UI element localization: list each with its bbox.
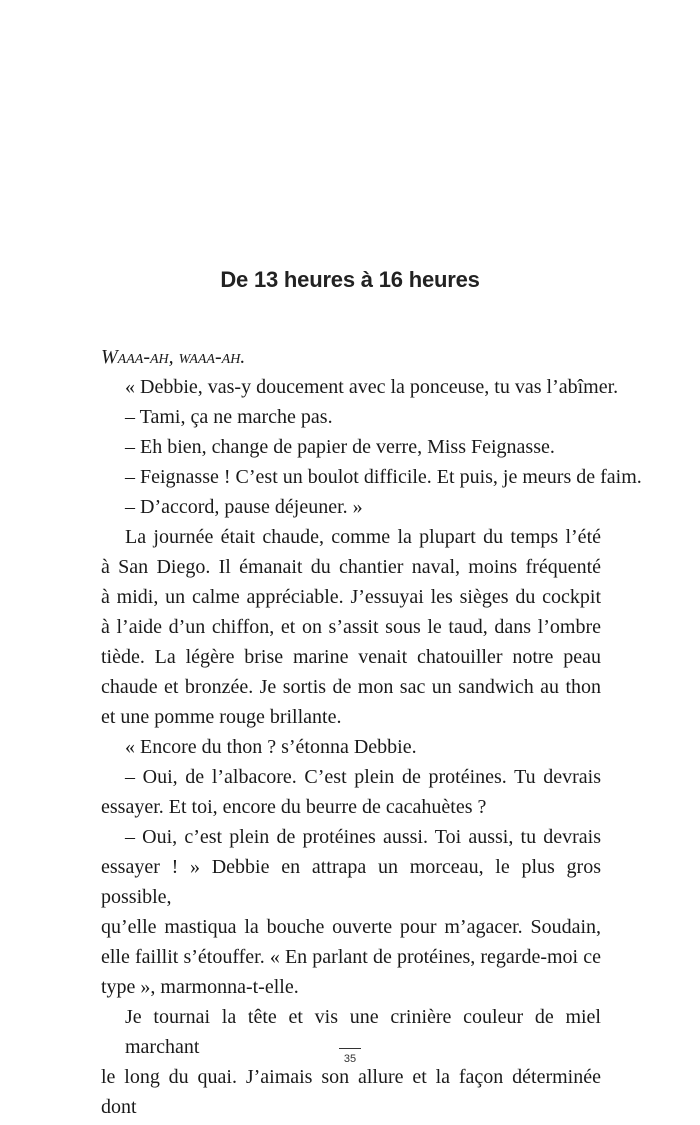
text-line: – Feignasse ! C’est un boulot difficile. Et puis, je meurs de faim. bbox=[125, 466, 642, 488]
text-line: « Encore du thon ? s’étonna Debbie. bbox=[125, 736, 417, 758]
page-number: 35 bbox=[343, 1053, 357, 1065]
text-line: – Eh bien, change de papier de verre, Miss Feignasse. bbox=[125, 436, 555, 458]
text-line: le long du quai. J’aimais son allure et la façon déterminée dont bbox=[101, 1066, 601, 1118]
text-line: type », marmonna-t-elle. bbox=[101, 976, 299, 998]
text-line: essayer. Et toi, encore du beurre de cacahuètes ? bbox=[101, 796, 487, 818]
text-line: à l’aide d’un chiffon, et on s’assit sous le taud, dans l’ombre bbox=[101, 616, 601, 638]
text-line: Je tournai la tête et vis une crinière couleur de miel marchant bbox=[125, 1006, 601, 1058]
text-line: qu’elle mastiqua la bouche ouverte pour m’agacer. Soudain, bbox=[101, 916, 601, 938]
text-line: à San Diego. Il émanait du chantier naval, moins fréquenté bbox=[101, 556, 601, 578]
text-line: elle faillit s’étouffer. « En parlant de protéines, regarde-moi ce bbox=[101, 946, 601, 968]
text-line: – D’accord, pause déjeuner. » bbox=[125, 496, 363, 518]
text-line: – Oui, de l’albacore. C’est plein de protéines. Tu devrais bbox=[125, 766, 601, 788]
body-text bbox=[101, 342, 642, 1122]
text-line: à midi, un calme appréciable. J’essuyai les sièges du cockpit bbox=[101, 586, 601, 608]
text-line: La journée était chaude, comme la plupart du temps l’été bbox=[125, 526, 601, 548]
text-line: Waaa-ah, waaa-ah. bbox=[101, 346, 246, 368]
text-line: « Debbie, vas-y doucement avec la ponceuse, tu vas l’abîmer. bbox=[125, 376, 619, 398]
text-line: – Oui, c’est plein de protéines aussi. Toi aussi, tu devrais bbox=[125, 826, 601, 848]
text-line: et une pomme rouge brillante. bbox=[101, 706, 342, 728]
text-line: – Tami, ça ne marche pas. bbox=[125, 406, 333, 428]
text-line: essayer ! » Debbie en attrapa un morceau, le plus gros possible, bbox=[101, 856, 601, 908]
text-line: tiède. La légère brise marine venait chatouiller notre peau bbox=[101, 646, 601, 668]
chapter-title: De 13 heures à 16 heures bbox=[220, 266, 480, 292]
page-number-rule bbox=[339, 1048, 361, 1049]
text-line: chaude et bronzée. Je sortis de mon sac un sandwich au thon bbox=[101, 676, 601, 698]
